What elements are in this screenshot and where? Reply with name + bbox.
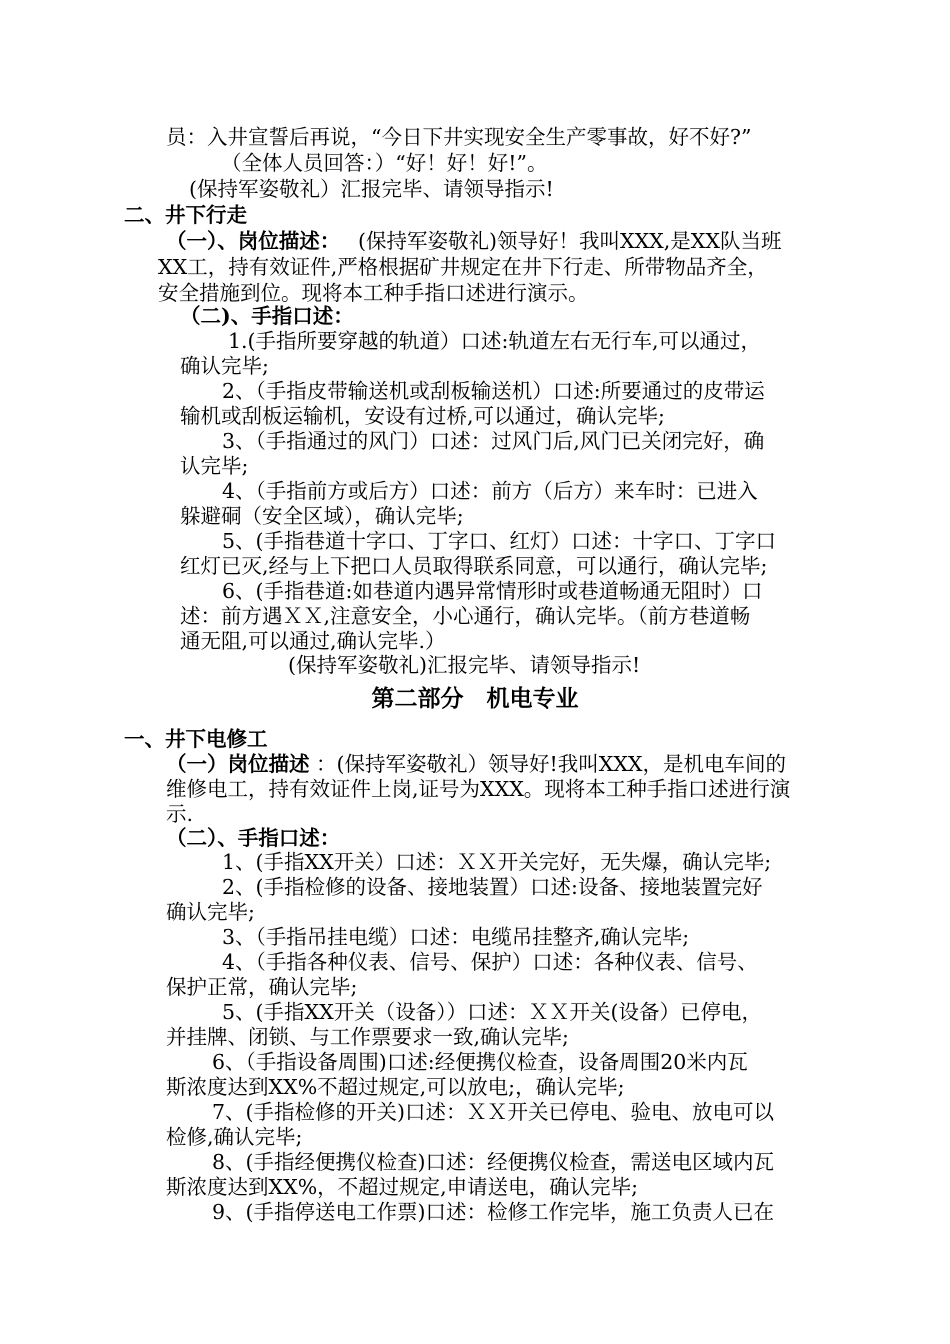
text-line: 并挂牌、闭锁、与工作票要求一致,确认完毕; — [166, 1025, 569, 1049]
section-heading: 二、井下行走 — [124, 203, 247, 227]
text-line: 4、（手指各种仪表、信号、保护）口述：各种仪表、信号、 — [222, 950, 758, 974]
text-line: 3、（手指通过的风门）口述：过风门后,风门已关闭完好，确 — [222, 429, 765, 453]
text-line: 2、（手指皮带输送机或刮板输送机）口述:所要通过的皮带运 — [222, 379, 765, 403]
text-line: (保持军姿敬礼)领导好！我叫XXX,是XX队当班 — [358, 229, 782, 253]
section-heading: 一、井下电修工 — [124, 727, 268, 751]
text-line: 7、(手指检修的开关)口述：ＸＸ开关已停电、验电、放电可以 — [212, 1100, 775, 1124]
text-line: 6、（手指设备周围)口述:经便携仪检查，设备周围20米内瓦 — [212, 1050, 748, 1074]
text-line: 维修电工，持有效证件上岗,证号为XXX。现将本工种手指口述进行演 — [166, 777, 791, 801]
text-line: 8、(手指经便携仪检查)口述：经便携仪检查，需送电区域内瓦 — [212, 1150, 775, 1174]
text-line: 员：入井宣誓后再说，“今日下井实现安全生产零事故，好不好?” — [166, 125, 752, 149]
text-line: （全体人员回答：）“好！好！好!”。 — [221, 151, 548, 175]
text-line: ：(保持军姿敬礼）领导好!我叫XXX，是机电车间的 — [316, 752, 787, 776]
text-line: 6、(手指巷道:如巷道内遇异常情形时或巷道畅通无阻时）口 — [222, 579, 763, 603]
subsection-heading: （二)、手指口述： — [180, 304, 354, 328]
text-line: 输机或刮板运输机，安设有过桥,可以通过，确认完毕; — [180, 404, 665, 428]
text-line: 4、（手指前方或后方）口述：前方（后方）来车时：已进入 — [222, 479, 758, 503]
text-line: 5、(手指巷道十字口、丁字口、红灯）口述：十字口、丁字口 — [222, 529, 777, 553]
text-line: 示. — [166, 802, 194, 826]
text-line: 1、(手指XX开关）口述：ＸＸ开关完好，无失爆，确认完毕; — [222, 850, 772, 874]
text-line: 斯浓度达到XX%，不超过规定,申请送电，确认完毕; — [166, 1175, 639, 1199]
text-line: 1.(手指所要穿越的轨道）口述:轨道左右无行车,可以通过， — [228, 329, 761, 353]
text-line: XX工，持有效证件,严格根据矿井规定在井下行走、所带物品齐全， — [158, 255, 768, 279]
text-line: (保持军姿敬礼）汇报完毕、请领导指示! — [189, 177, 554, 201]
text-line: 认完毕; — [180, 454, 249, 478]
text-line: 2、(手指检修的设备、接地装置）口述:设备、接地装置完好 — [222, 875, 763, 899]
text-line: 3、（手指吊挂电缆）口述：电缆吊挂整齐,确认完毕; — [222, 925, 690, 949]
subsection-heading: （二）、手指口述： — [166, 826, 341, 850]
text-line: (保持军姿敬礼)汇报完毕、请领导指示! — [288, 653, 641, 677]
text-line: 安全措施到位。现将本工种手指口述进行演示。 — [158, 281, 589, 305]
subsection-heading: （一）、岗位描述： — [166, 229, 341, 253]
subsection-heading: （一）岗位描述 — [166, 752, 310, 776]
text-line: 检修,确认完毕; — [166, 1125, 303, 1149]
text-line: 9、(手指停送电工作票)口述：检修工作完毕，施工负责人已在 — [212, 1200, 775, 1224]
text-line: 斯浓度达到XX%不超过规定,可以放电;，确认完毕; — [166, 1075, 625, 1099]
text-line: 红灯已灭,经与上下把口人员取得联系同意，可以通行，确认完毕; — [180, 554, 768, 578]
text-line: 述：前方遇ＸＸ,注意安全，小心通行，确认完毕。（前方巷道畅 — [180, 604, 751, 628]
text-line: 确认完毕; — [166, 900, 255, 924]
part-title: 第二部分 机电专业 — [371, 685, 579, 712]
text-line: 通无阻,可以通过,确认完毕.） — [180, 629, 446, 653]
text-line: 保护正常，确认完毕; — [166, 975, 358, 999]
text-line: 5、(手指XX开关（设备））口述：ＸＸ开关(设备）已停电， — [222, 1000, 762, 1024]
text-line: 确认完毕; — [180, 354, 269, 378]
text-line: 躲避硐（安全区域），确认完毕; — [180, 504, 464, 528]
